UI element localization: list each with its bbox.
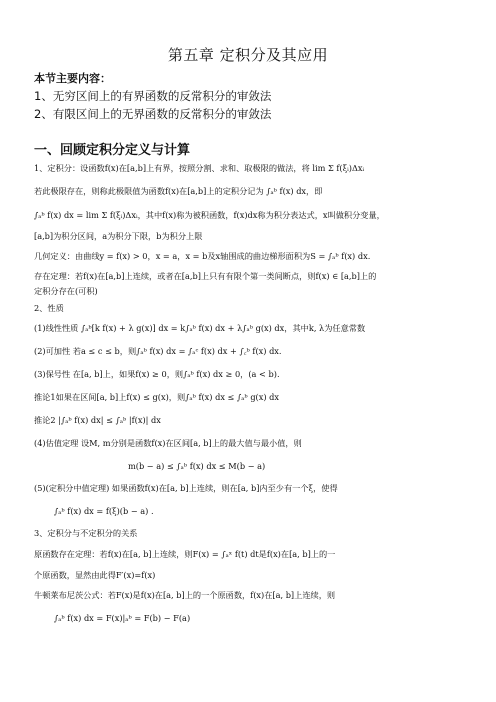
goal-item-2: 2、有限区间上的无界函数的反常积分的审敛法 [34, 107, 272, 121]
definition-line-2: 若此极限存在，则称此极限值为函数f(x)在[a,b]上的定积分记为 ∫ₐᵇ f(x) dx，即 [34, 186, 323, 196]
goal-item-1: 1、无穷区间上的有界函数的反常积分的审敛法 [34, 89, 272, 103]
definition-line-3: ∫ₐᵇ f(x) dx = lim Σ f(ξᵢ)Δxᵢ，其中f(x)称为被积函数，f(x)dx称为积分表达式，x叫做积分变量， [34, 210, 385, 220]
corollary-1: 推论1如果在区间[a, b]上f(x) ≤ g(x)，则∫ₐᵇ f(x) dx ≤ ∫ₐᵇ g(x) dx [34, 392, 280, 402]
existence-theorem-line-2: 定积分存在(可积) [34, 286, 98, 296]
definition-line-1: 1、定积分：设函数f(x)在[a,b]上有界，按照分割、求和、取极限的做法，将 lim Σ f(ξᵢ)Δxᵢ [34, 163, 365, 173]
newton-leibniz-formula: ∫ₐᵇ f(x) dx = F(x)|ₐᵇ = F(b) − F(a) [54, 613, 191, 623]
mean-value-formula: ∫ₐᵇ f(x) dx = f(ξ)(b − a) . [54, 506, 154, 516]
main-content-label: 本节主要内容： [34, 72, 111, 85]
section-heading-1: 一、回顾定积分定义与计算 [34, 143, 191, 158]
property-linearity: (1)线性性质 ∫ₐᵇ[k f(x) + λ g(x)] dx = k∫ₐᵇ f(x) dx + λ∫ₐᵇ g(x) dx，其中k, λ为任意常数 [34, 323, 366, 333]
property-estimation: (4)估值定理 设M, m分别是函数f(x)在区间[a, b]上的最大值与最小值，则 [34, 438, 302, 448]
estimation-formula: m(b − a) ≤ ∫ₐᵇ f(x) dx ≤ M(b − a) [128, 461, 266, 471]
chapter-title: 第五章 定积分及其应用 [167, 46, 329, 64]
antiderivative-theorem-line-2: 个原函数，显然由此得F′(x)=f(x) [34, 570, 156, 580]
corollary-2: 推论2 |∫ₐᵇ f(x) dx| ≤ ∫ₐᵇ |f(x)| dx [34, 415, 161, 425]
property-additivity: (2)可加性 若a ≤ c ≤ b，则∫ₐᵇ f(x) dx = ∫ₐᶜ f(x) dx + ∫꜀ᵇ f(x) dx. [34, 346, 282, 356]
definition-line-4: [a,b]为积分区间，a为积分下限，b为积分上限 [34, 231, 203, 241]
property-sign-preserving: (3)保号性 在[a, b]上，如果f(x) ≥ 0，则∫ₐᵇ f(x) dx ≥ 0，(a < b). [34, 369, 280, 379]
antiderivative-theorem-line-1: 原函数存在定理：若f(x)在[a, b]上连续，则F(x) = ∫ₐˣ f(t) dt是f(x)在[a, b]上的一 [34, 549, 336, 559]
mean-value-theorem: (5)(定积分中值定理) 如果函数f(x)在[a, b]上连续，则在[a, b]内至少有一个ξ，使得 [34, 483, 338, 493]
newton-leibniz-line: 牛顿莱布尼茨公式：若F(x)是f(x)在[a, b]上的一个原函数，f(x)在[a, b]上连续，则 [34, 590, 336, 600]
relation-heading: 3、定积分与不定积分的关系 [34, 528, 138, 538]
existence-theorem-line-1: 存在定理：若f(x)在[a,b]上连续，或者在[a,b]上只有有限个第一类间断点，则f(x) ∈ [a,b]上的 [34, 271, 377, 281]
properties-heading: 2、性质 [34, 303, 64, 313]
geometric-definition: 几何定义：由曲线y = f(x) > 0，x = a，x = b及x轴围成的曲边梯形面积为S = ∫ₐᵇ f(x) dx. [34, 251, 371, 261]
